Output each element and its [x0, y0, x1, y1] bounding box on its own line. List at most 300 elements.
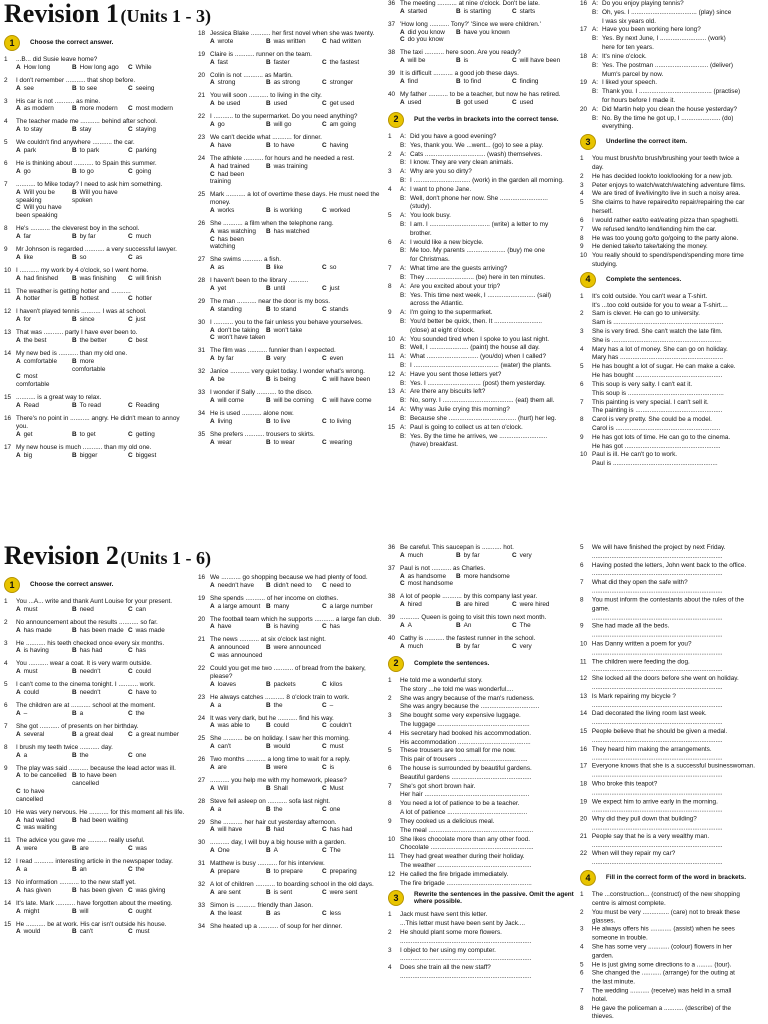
answer-option[interactable]	[72, 710, 128, 718]
answer-option[interactable]	[128, 275, 184, 283]
answer-option[interactable]	[16, 928, 72, 936]
answer-option[interactable]	[210, 163, 266, 171]
answer-option[interactable]	[266, 38, 322, 46]
answer-option[interactable]	[266, 439, 322, 447]
question-stem	[198, 636, 386, 644]
answer-option[interactable]	[266, 207, 322, 215]
answer-option[interactable]	[16, 373, 72, 389]
exercise-line	[388, 256, 576, 264]
answer-option[interactable]	[456, 8, 512, 16]
answer-option[interactable]	[266, 847, 322, 855]
answer-option[interactable]	[72, 627, 128, 635]
option-letter: C	[512, 622, 517, 630]
answer-options	[198, 306, 386, 314]
answer-option[interactable]	[16, 204, 72, 220]
answer-option[interactable]	[210, 236, 266, 252]
answer-option[interactable]	[210, 722, 266, 730]
answer-option[interactable]	[72, 189, 128, 205]
answer-option[interactable]	[72, 316, 128, 324]
answer-option[interactable]	[210, 868, 266, 876]
answer-option[interactable]	[266, 681, 322, 689]
answer-option[interactable]	[210, 121, 266, 129]
answer-option[interactable]	[266, 785, 322, 793]
answer-option[interactable]	[128, 752, 184, 760]
answer-option[interactable]	[16, 752, 72, 760]
answer-option[interactable]	[210, 582, 266, 590]
answer-option[interactable]	[266, 644, 322, 652]
answer-option[interactable]	[72, 337, 128, 345]
answer-option[interactable]	[322, 785, 378, 793]
answer-option[interactable]	[72, 731, 128, 739]
answer-option[interactable]	[210, 79, 266, 87]
answer-option[interactable]	[210, 644, 266, 652]
answer-option[interactable]	[322, 38, 378, 46]
answer-option[interactable]	[128, 85, 184, 93]
answer-option[interactable]	[72, 752, 128, 760]
answer-option[interactable]	[322, 722, 378, 730]
answer-option[interactable]	[512, 643, 568, 651]
question-number: 39	[388, 70, 396, 78]
line-number: 8	[388, 282, 392, 290]
answer-option[interactable]	[16, 189, 72, 205]
answer-option[interactable]	[266, 397, 322, 405]
exercise-line	[580, 217, 766, 225]
answer-option[interactable]	[128, 647, 184, 655]
answer-option[interactable]	[266, 806, 322, 814]
answer-option[interactable]	[266, 100, 322, 108]
question-text: 'How long ........... Tony?' 'Since we were children.'	[400, 20, 541, 28]
answer-option[interactable]	[72, 606, 128, 614]
answer-option[interactable]	[16, 710, 72, 718]
answer-option[interactable]	[210, 306, 266, 314]
answer-option[interactable]	[128, 126, 184, 134]
answer-option[interactable]	[72, 647, 128, 655]
answer-option[interactable]	[456, 552, 512, 560]
line-text: Why did they pull down that building?	[591, 815, 697, 823]
answer-option[interactable]	[128, 845, 184, 853]
answer-option[interactable]	[210, 207, 266, 215]
answer-option[interactable]	[512, 78, 568, 86]
answer-option[interactable]	[128, 928, 184, 936]
answer-option[interactable]	[210, 59, 266, 67]
answer-option[interactable]	[128, 147, 184, 155]
option-text: to go	[79, 167, 94, 175]
answer-option[interactable]	[322, 100, 378, 108]
answer-option[interactable]	[128, 627, 184, 635]
answer-option[interactable]	[266, 79, 322, 87]
answer-option[interactable]	[128, 908, 184, 916]
answer-option[interactable]	[16, 731, 72, 739]
answer-option[interactable]	[72, 908, 128, 916]
exercise-line	[580, 451, 766, 459]
answer-option[interactable]	[266, 910, 322, 918]
answer-option[interactable]	[16, 64, 72, 72]
option-text: got used	[463, 98, 489, 106]
answer-option[interactable]	[72, 358, 128, 374]
answer-option[interactable]	[266, 889, 322, 897]
answer-option[interactable]	[266, 163, 322, 171]
answer-option[interactable]	[16, 295, 72, 303]
answer-option[interactable]	[400, 622, 456, 630]
exercise-line	[580, 0, 766, 8]
line-number	[388, 230, 400, 238]
answer-option[interactable]	[400, 601, 456, 609]
answer-option[interactable]	[456, 622, 512, 630]
answer-option[interactable]	[322, 439, 378, 447]
answer-option[interactable]	[322, 397, 378, 405]
answer-options	[388, 57, 576, 65]
answer-option[interactable]	[210, 785, 266, 793]
answer-option[interactable]	[210, 38, 266, 46]
answer-option[interactable]	[16, 233, 72, 241]
answer-option[interactable]	[72, 772, 128, 788]
answer-option[interactable]	[72, 845, 128, 853]
answer-option[interactable]	[72, 147, 128, 155]
option-letter: B	[266, 100, 271, 108]
answer-option[interactable]	[456, 29, 512, 37]
answer-option[interactable]	[16, 402, 72, 410]
answer-option[interactable]	[128, 710, 184, 718]
answer-option[interactable]	[456, 643, 512, 651]
exercise-line	[580, 416, 766, 424]
answer-option[interactable]	[16, 647, 72, 655]
answer-option[interactable]	[16, 126, 72, 134]
line-text: Sam is clever. He can go to university.	[592, 310, 700, 318]
answer-option[interactable]	[210, 764, 266, 772]
answer-option[interactable]	[512, 99, 568, 107]
answer-option[interactable]	[210, 826, 266, 834]
answer-option[interactable]	[266, 868, 322, 876]
question-text: The weather is getting hotter and ...........	[16, 287, 131, 295]
answer-option[interactable]	[16, 358, 72, 374]
answer-option[interactable]	[210, 806, 266, 814]
answer-option[interactable]	[210, 228, 266, 236]
exercise-line	[580, 961, 766, 969]
answer-option[interactable]	[322, 264, 378, 272]
answer-option[interactable]	[128, 452, 184, 460]
answer-option[interactable]	[210, 327, 266, 335]
question-item	[198, 113, 386, 129]
answer-option[interactable]	[266, 764, 322, 772]
answer-option[interactable]	[322, 285, 378, 293]
answer-option[interactable]	[72, 254, 128, 262]
question-item	[198, 92, 386, 108]
answer-option[interactable]	[72, 431, 128, 439]
answer-option[interactable]	[322, 847, 378, 855]
option-letter: B	[456, 551, 461, 559]
answer-option[interactable]	[72, 295, 128, 303]
answer-option[interactable]	[72, 233, 128, 241]
question-item	[4, 837, 192, 853]
answer-option[interactable]	[128, 316, 184, 324]
answer-option[interactable]	[266, 702, 322, 710]
answer-option[interactable]	[16, 85, 72, 93]
answer-option[interactable]	[210, 439, 266, 447]
answer-option[interactable]	[322, 603, 378, 611]
answer-option[interactable]	[322, 910, 378, 918]
answer-option[interactable]	[72, 105, 128, 113]
answer-option[interactable]	[210, 285, 266, 293]
answer-option[interactable]	[16, 817, 72, 825]
answer-option[interactable]	[72, 85, 128, 93]
answer-option[interactable]	[128, 668, 184, 676]
answer-option[interactable]	[128, 168, 184, 176]
exercise-line	[388, 300, 576, 308]
answer-option[interactable]	[210, 681, 266, 689]
answer-option[interactable]	[16, 824, 72, 832]
answer-option[interactable]	[72, 275, 128, 283]
exercise-line	[580, 190, 766, 198]
answer-option[interactable]	[128, 402, 184, 410]
answer-options	[198, 79, 386, 87]
answer-option[interactable]	[128, 887, 184, 895]
answer-option[interactable]	[128, 337, 184, 345]
answer-option[interactable]	[266, 228, 322, 236]
answer-option[interactable]	[16, 788, 72, 804]
answer-option[interactable]	[322, 806, 378, 814]
answer-option[interactable]	[266, 376, 322, 384]
answer-option[interactable]	[456, 78, 512, 86]
answer-option[interactable]	[210, 418, 266, 426]
answer-options	[388, 8, 576, 16]
answer-option[interactable]	[16, 627, 72, 635]
answer-option[interactable]	[72, 887, 128, 895]
answer-option[interactable]	[128, 606, 184, 614]
answer-option[interactable]	[512, 601, 568, 609]
answer-option[interactable]	[400, 573, 456, 581]
answer-option[interactable]	[16, 689, 72, 697]
answer-option[interactable]	[210, 652, 266, 660]
answer-option[interactable]	[322, 623, 378, 631]
option-text: very	[519, 642, 532, 650]
line-number	[580, 390, 592, 398]
answer-option[interactable]	[266, 327, 322, 335]
answer-option[interactable]	[16, 452, 72, 460]
answer-option[interactable]	[322, 418, 378, 426]
answer-option[interactable]	[128, 64, 184, 72]
answer-option[interactable]	[266, 264, 322, 272]
speaker-label	[592, 97, 602, 105]
answer-option[interactable]	[456, 99, 512, 107]
answer-option[interactable]	[400, 78, 456, 86]
answer-option[interactable]	[266, 743, 322, 751]
answer-option[interactable]	[72, 928, 128, 936]
answer-option[interactable]	[210, 171, 266, 187]
answer-option[interactable]	[322, 142, 378, 150]
question-number: 39	[388, 614, 396, 622]
answer-option[interactable]	[128, 866, 184, 874]
answer-option[interactable]	[128, 731, 184, 739]
answer-option[interactable]	[128, 233, 184, 241]
answer-option[interactable]	[322, 743, 378, 751]
answer-option[interactable]	[400, 580, 456, 588]
answer-option[interactable]	[322, 868, 378, 876]
option-letter: C	[322, 888, 327, 896]
line-text: The painting is .................................................	[592, 407, 723, 415]
answer-option[interactable]	[266, 582, 322, 590]
answer-option[interactable]	[266, 623, 322, 631]
answer-option[interactable]	[322, 306, 378, 314]
question-item	[4, 858, 192, 874]
question-number: 33	[198, 901, 206, 909]
answer-option[interactable]	[400, 8, 456, 16]
answer-option[interactable]	[210, 743, 266, 751]
option-letter: C	[16, 787, 21, 795]
option-letter: A	[16, 451, 21, 459]
answer-options	[388, 622, 576, 630]
exercise-line	[388, 318, 576, 326]
answer-option[interactable]	[266, 142, 322, 150]
answer-option[interactable]	[210, 847, 266, 855]
answer-option[interactable]	[16, 668, 72, 676]
answer-option[interactable]	[322, 376, 378, 384]
answer-option[interactable]	[72, 668, 128, 676]
answer-option[interactable]	[16, 168, 72, 176]
answer-option[interactable]	[400, 36, 456, 44]
question-stem	[198, 319, 386, 327]
answer-option[interactable]	[266, 121, 322, 129]
answer-option[interactable]	[72, 168, 128, 176]
line-text: Why was Julie crying this morning?	[410, 406, 510, 414]
answer-option[interactable]	[322, 826, 378, 834]
answer-option[interactable]	[210, 355, 266, 363]
answer-option[interactable]	[16, 866, 72, 874]
answer-option[interactable]	[210, 397, 266, 405]
answer-option[interactable]	[210, 376, 266, 384]
answer-option[interactable]	[400, 29, 456, 37]
question-stem	[198, 819, 386, 827]
answer-option[interactable]	[128, 105, 184, 113]
answer-option[interactable]	[322, 207, 378, 215]
answer-option[interactable]	[400, 552, 456, 560]
exercise-line	[388, 309, 576, 317]
answer-option[interactable]	[266, 285, 322, 293]
answer-option[interactable]	[128, 431, 184, 439]
exercise-line	[580, 842, 766, 850]
line-text: Yes. This time next week, I ........................... (sail)	[410, 291, 551, 299]
line-text: Are there any biscuits left?	[410, 388, 486, 396]
option-text: the better	[79, 337, 107, 344]
line-text: Carol is ...........................................................	[592, 424, 721, 432]
answer-option[interactable]	[72, 402, 128, 410]
answer-option[interactable]	[512, 57, 568, 65]
answer-option[interactable]	[16, 275, 72, 283]
option-text: is working	[273, 206, 303, 214]
answer-option[interactable]	[266, 355, 322, 363]
answer-option[interactable]	[266, 603, 322, 611]
answer-option[interactable]	[72, 64, 128, 72]
answer-option[interactable]	[16, 908, 72, 916]
answer-option[interactable]	[512, 552, 568, 560]
answer-option[interactable]	[210, 623, 266, 631]
exercise-line	[388, 388, 576, 396]
answer-option[interactable]	[16, 254, 72, 262]
answer-option[interactable]	[266, 826, 322, 834]
answer-option[interactable]	[322, 702, 378, 710]
answer-option[interactable]	[210, 142, 266, 150]
answer-option[interactable]	[16, 105, 72, 113]
answer-option[interactable]	[72, 689, 128, 697]
answer-option[interactable]	[210, 603, 266, 611]
option-letter: B	[456, 57, 461, 65]
answer-option[interactable]	[72, 866, 128, 874]
exercise-line	[580, 693, 766, 701]
answer-option[interactable]	[72, 817, 128, 825]
answer-option[interactable]	[210, 910, 266, 918]
question-text: Cathy is ........... the fastest runner in the school.	[400, 635, 536, 643]
answer-option[interactable]	[16, 316, 72, 324]
answer-option[interactable]	[128, 295, 184, 303]
line-text: She locked all the doors before she went on holiday.	[591, 675, 739, 683]
option-text: stands	[329, 305, 349, 313]
answer-option[interactable]	[16, 845, 72, 853]
option-text: were	[23, 845, 38, 853]
answer-option[interactable]	[266, 722, 322, 730]
answer-option[interactable]	[456, 601, 512, 609]
answer-option[interactable]	[512, 622, 568, 630]
answer-option[interactable]	[322, 79, 378, 87]
answer-option[interactable]	[128, 254, 184, 262]
answer-option[interactable]	[72, 452, 128, 460]
answer-option[interactable]	[400, 643, 456, 651]
answer-option[interactable]	[72, 126, 128, 134]
answer-option[interactable]	[210, 100, 266, 108]
answer-option[interactable]	[210, 334, 266, 342]
answer-option[interactable]	[322, 889, 378, 897]
exercise-line	[580, 763, 766, 771]
answer-option[interactable]	[210, 702, 266, 710]
answer-option[interactable]	[456, 57, 512, 65]
option-text: best	[135, 337, 148, 344]
line-number: 8	[580, 1004, 584, 1012]
answer-option[interactable]	[400, 99, 456, 107]
answer-option[interactable]	[128, 689, 184, 697]
rev1-section-2	[388, 112, 576, 128]
answer-option[interactable]	[266, 59, 322, 67]
answer-option[interactable]	[266, 306, 322, 314]
answer-option[interactable]	[16, 147, 72, 155]
question-text: He's ........... the cleverest boy in the school.	[16, 225, 140, 233]
answer-option[interactable]	[322, 681, 378, 689]
question-text: I ........... my work by 4 o'clock, so I went home.	[16, 266, 149, 274]
answer-option[interactable]	[322, 355, 378, 363]
answer-option[interactable]	[322, 59, 378, 67]
option-text: most comfortable	[16, 373, 50, 389]
answer-option[interactable]	[512, 8, 568, 16]
line-text: His secretary had booked his accommodation.	[400, 729, 532, 737]
question-stem	[388, 565, 576, 573]
answer-option[interactable]	[16, 772, 72, 788]
question-text: I ........... you to the fair unless you behave yourselves.	[210, 318, 363, 326]
answer-option[interactable]	[266, 418, 322, 426]
question-number: 2	[4, 618, 8, 626]
answer-option[interactable]	[210, 889, 266, 897]
line-number	[580, 859, 592, 867]
answer-option[interactable]	[16, 337, 72, 345]
answer-option[interactable]	[456, 573, 512, 581]
answer-option[interactable]	[322, 121, 378, 129]
answer-option[interactable]	[400, 57, 456, 65]
answer-option[interactable]	[16, 887, 72, 895]
answer-option[interactable]	[210, 264, 266, 272]
answer-option[interactable]	[16, 606, 72, 614]
answer-option[interactable]	[16, 431, 72, 439]
answer-option[interactable]	[322, 764, 378, 772]
answer-option[interactable]	[322, 582, 378, 590]
exercise-line	[580, 908, 766, 916]
exercise-line	[388, 929, 576, 937]
option-letter: A	[16, 816, 21, 824]
